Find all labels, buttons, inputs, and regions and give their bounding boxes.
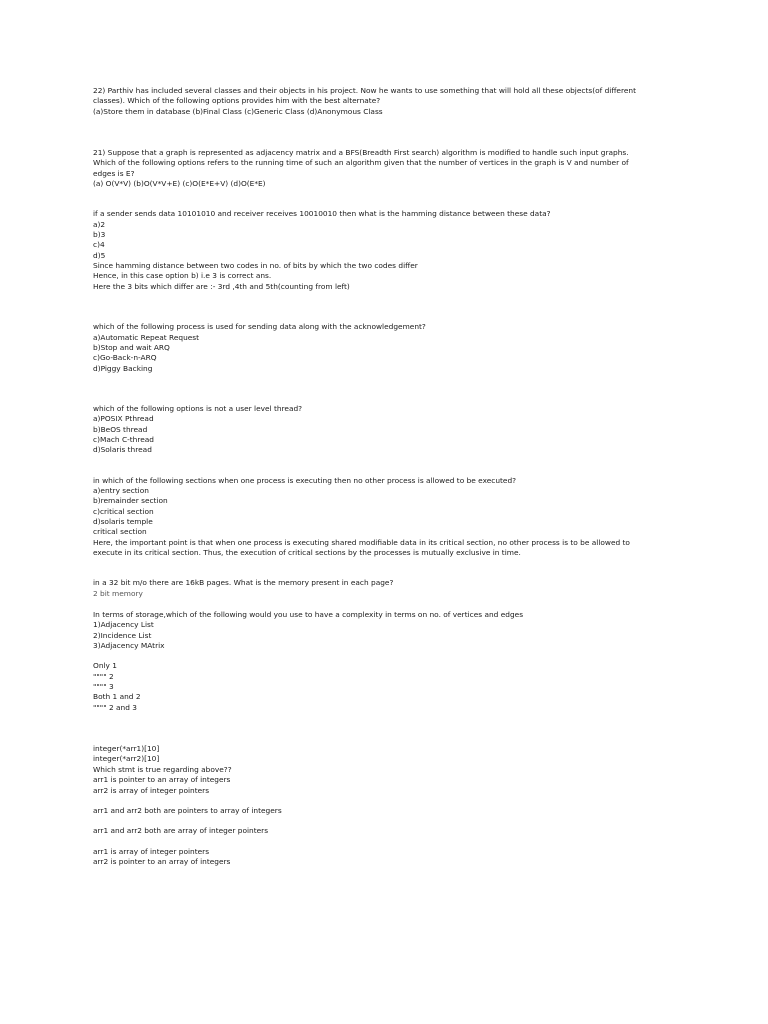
section-answer: critical section [93,527,147,537]
hamming-explanation-2: Hence, in this case option b) i.e 3 is correct ans. [93,271,272,281]
question-arrays [93,744,673,867]
arr-option-d-2: arr2 is pointer to an array of integers [93,856,231,866]
section-option-a: a)entry section [93,485,149,495]
ack-option-c: c)Go-Back-n-ARQ [93,353,157,363]
storage-option-1: Only 1 [93,661,117,671]
arr-decl-1: integer(*arr1)[10] [93,744,160,754]
question-21-line-2: Which of the following options refers to the running time of such an algorithm given that the number of vertices in the graph is V and number of [93,158,629,168]
thread-option-c: c)Mach C-thread [93,434,155,444]
storage-option-5: """" 2 and 3 [93,702,137,712]
question-22-line-2: classes). Which of the following options provides him with the best alternate? [93,96,381,106]
question-21-line-1: 21) Suppose that a graph is represented as adjacency matrix and a BFS(Breadth First search) algorithm is modified to handle such input graphs. [93,148,629,158]
question-22-line-1: 22) Parthiv has included several classes and their objects in his project. Now he wants to use something that will hold all these objects(of different [93,86,636,95]
question-22 [93,86,673,117]
storage-option-2: """" 2 [93,671,114,681]
arr-question: Which stmt is true regarding above?? [93,764,232,774]
arr-option-a-1: arr1 is pointer to an array of integers [93,775,231,785]
hamming-option-b: b)3 [93,230,106,240]
thread-option-b: b)BeOS thread [93,424,148,434]
question-memory [93,578,673,599]
thread-option-a: a)POSIX Pthread [93,414,154,424]
thread-question: which of the following options is not a user level thread? [93,403,303,413]
arr-option-c: arr1 and arr2 both are array of integer pointers [93,826,269,836]
question-21 [93,148,673,189]
hamming-explanation-1: Since hamming distance between two codes in no. of bits by which the two codes differ [93,261,418,271]
question-acknowledgement [93,322,673,374]
arr-decl-2: integer(*arr2)[10] [93,754,160,764]
question-storage [93,610,673,713]
question-21-options: (a) O(V*V) (b)O(V*V+E) (c)O(E*E+V) (d)O(E*E) [93,179,266,189]
section-question: in which of the following sections when one process is executing then no other process is allowed to be executed? [93,475,517,485]
question-thread [93,404,673,456]
ack-option-d: d)Piggy Backing [93,363,153,373]
ack-question: which of the following process is used for sending data along with the acknowledgement? [93,322,426,332]
arr-option-b: arr1 and arr2 both are pointers to array of integers [93,805,282,815]
hamming-explanation-3: Here the 3 bits which differ are :- 3rd ,4th and 5th(counting from left) [93,281,350,291]
question-21-line-3: edges is E? [93,168,135,178]
hamming-option-c: c)4 [93,240,105,250]
arr-option-a-2: arr2 is array of integer pointers [93,785,210,795]
storage-option-3: """" 3 [93,682,114,692]
question-hamming [93,209,673,292]
section-option-c: c)critical section [93,506,154,516]
hamming-option-d: d)5 [93,250,106,260]
question-22-options: (a)Store them in database (b)Final Class (c)Generic Class (d)Anonymous Class [93,106,383,116]
section-option-b: b)remainder section [93,496,168,506]
ack-option-b: b)Stop and wait ARQ [93,342,170,352]
thread-option-d: d)Solaris thread [93,445,152,455]
storage-item-2: 2)Incidence List [93,630,152,640]
section-explanation-1: Here, the important point is that when one process is executing shared modifiable data in its critical section, no other process is to be allowed to [93,537,630,547]
hamming-question: if a sender sends data 10101010 and receiver receives 10010010 then what is the hamming distance between these data? [93,209,551,219]
storage-item-1: 1)Adjacency List [93,620,154,630]
storage-option-4: Both 1 and 2 [93,692,141,702]
hamming-option-a: a)2 [93,219,106,229]
section-explanation-2: execute in its critical section. Thus, the execution of critical sections by the processes is mutually exclusive in time. [93,548,521,557]
storage-item-3: 3)Adjacency MAtrix [93,641,165,651]
section-option-d: d)solaris temple [93,516,153,526]
document-page [93,86,673,867]
ack-option-a: a)Automatic Repeat Request [93,332,200,342]
question-critical-section [93,476,673,559]
memory-answer: 2 bit memory [93,588,143,598]
storage-question: In terms of storage,which of the following would you use to have a complexity in terms on no. of vertices and edges [93,610,524,620]
arr-option-d-1: arr1 is array of integer pointers [93,846,210,856]
memory-question: in a 32 bit m/o there are 16kB pages. What is the memory present in each page? [93,578,394,588]
